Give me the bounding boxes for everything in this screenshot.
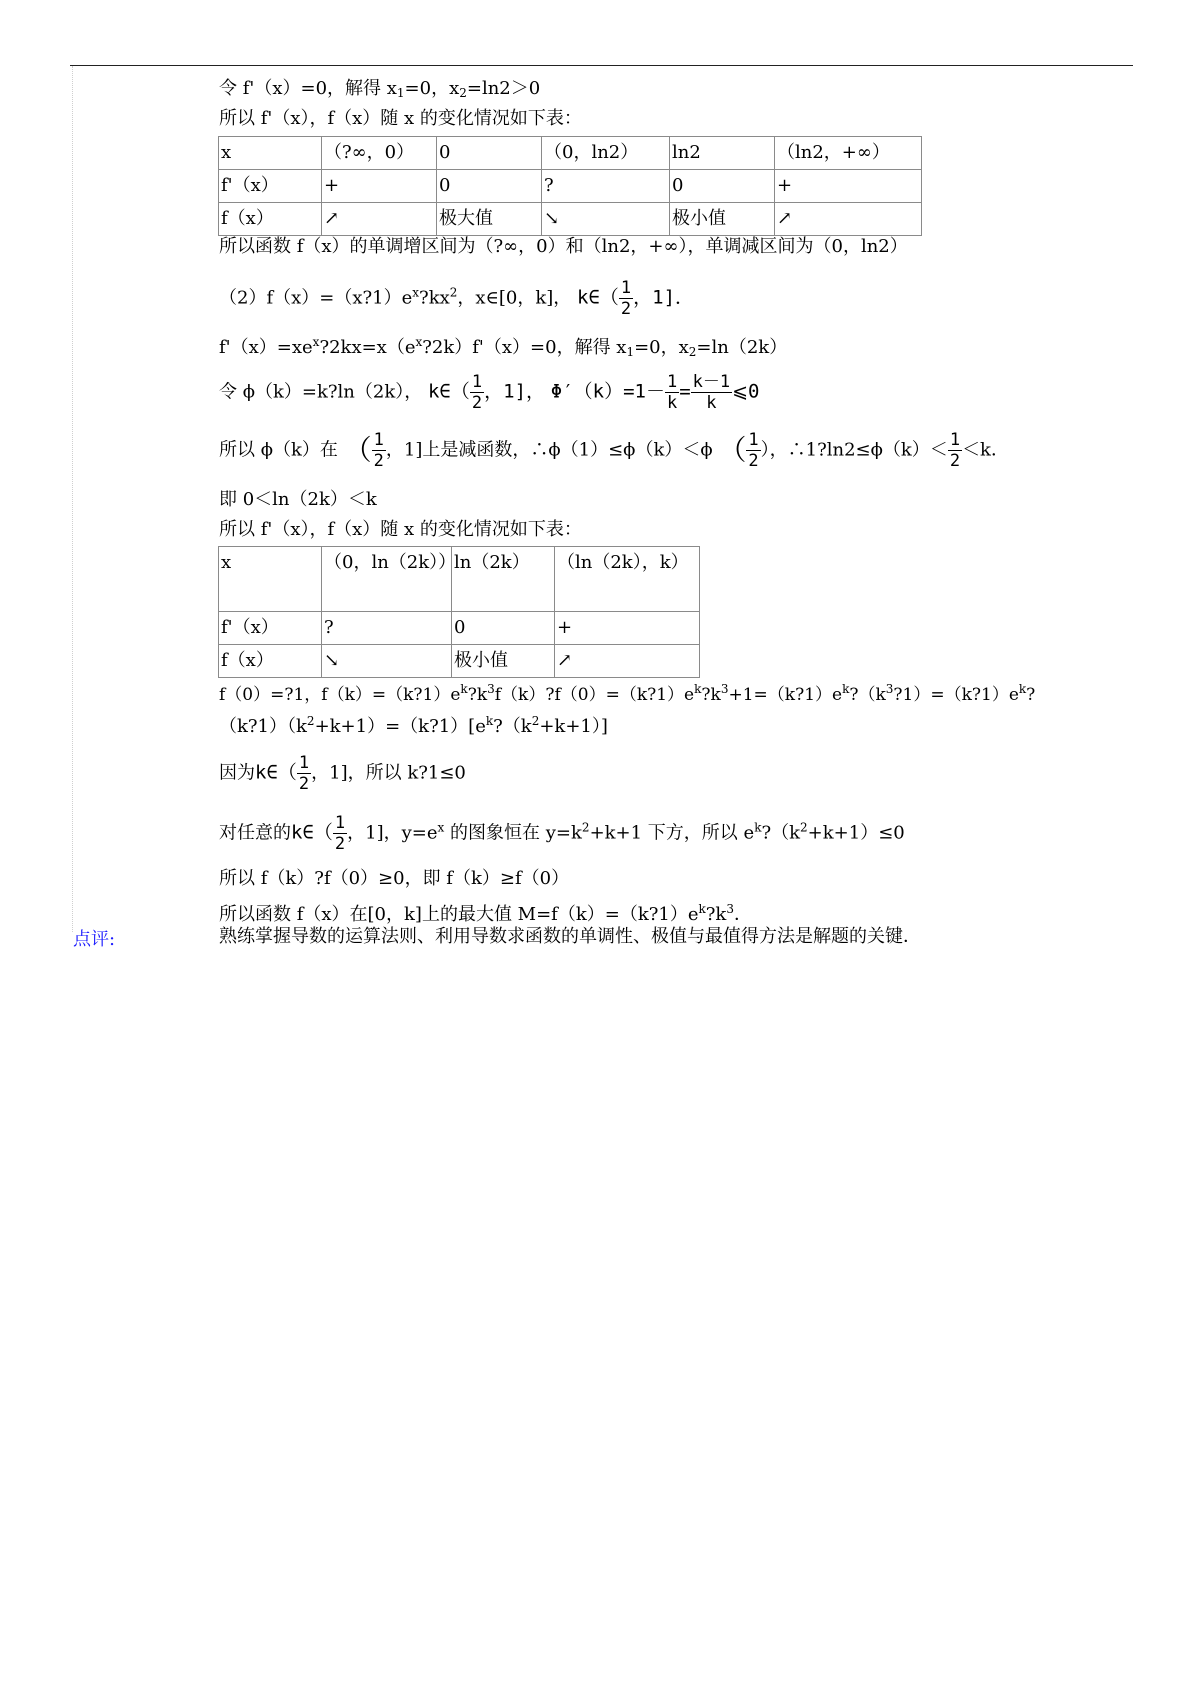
table-row (219, 137, 922, 170)
fraction-one-half: $\frac{1}{2}$ (334, 813, 346, 854)
table-cell: ↗ (322, 203, 437, 236)
table-cell: f'（x） (219, 170, 322, 203)
table-cell: 极小值 (452, 645, 555, 678)
table-row (219, 645, 700, 678)
table-cell: f（x） (219, 645, 322, 678)
table-cell: x (219, 137, 322, 170)
table-cell: 极小值 (670, 203, 775, 236)
table-cell: 0 (452, 612, 555, 645)
fraction-k-minus-1-over-k: $\frac{k-1}{k}$ (692, 372, 731, 413)
table-cell: ↘ (322, 645, 452, 678)
fraction-one-half: $\frac{1}{2}$ (298, 753, 310, 794)
table-cell: 0 (437, 170, 542, 203)
table-cell: （ln（2k），k） (555, 547, 700, 612)
text-line-9: 所以 f'（x），f（x）随 x 的变化情况如下表： (219, 519, 582, 540)
text-line-14: 所以 f（k）?f（0）≥0，即 f（k）≥f（0） (219, 868, 570, 889)
text-line-7: 所以 ϕ（k）在 （ $\frac{1}{2}$ ，1]上是减函数，∴ϕ（1）≤ϕ（k）＜ϕ （ $\frac{1}{2}$ ），∴1?ln2≤ϕ（k）＜ $\frac{1}{2}$ ＜k． (219, 430, 1009, 471)
text-line-15: 所以函数 f（x）在[0，k]上的最大值 $M=f(k)=(k?1)e^k?k^3$． (219, 902, 752, 925)
left-margin-guide (72, 66, 73, 932)
header-rule (70, 65, 1133, 66)
text-line-1: 令 f'（x）=0，解得 $x_1=0$，$x_2=\ln 2>0$ (219, 78, 541, 100)
table-cell: （ln2，+∞） (775, 137, 922, 170)
fraction-one-half: $\frac{1}{2}$ (620, 278, 632, 319)
table-cell: + (775, 170, 922, 203)
text-line-13: 对任意的k∈（ $\frac{1}{2}$ ，1]，$y=e^x$ 的图象恒在 $y=k^2+k+1$ 下方，所以 $e^k?(k^2+k+1)\le 0$ (219, 813, 905, 854)
fraction-one-over-k: $\frac{1}{k}$ (666, 372, 678, 413)
table-cell: （0，ln（2k）） (322, 547, 452, 612)
table-cell: 0 (437, 137, 542, 170)
table-cell: 极大值 (437, 203, 542, 236)
table-cell: ln（2k） (452, 547, 555, 612)
fraction-one-half: $\frac{1}{2}$ (748, 430, 759, 471)
table-cell: ↗ (775, 203, 922, 236)
fraction-one-half: $\frac{1}{2}$ (373, 430, 384, 471)
table-row (219, 612, 700, 645)
table-cell: f'（x） (219, 612, 322, 645)
text-line-12: 因为k∈（ $\frac{1}{2}$ ，1]，所以 k?1≤0 (219, 753, 466, 794)
fraction-one-half: $\frac{1}{2}$ (949, 430, 961, 471)
table-cell: （0，ln2） (542, 137, 670, 170)
table-cell: ln2 (670, 137, 775, 170)
comment-label: 点评: (73, 929, 116, 950)
table-cell: ? (322, 612, 452, 645)
table-cell: x (219, 547, 322, 612)
fraction-one-half: $\frac{1}{2}$ (471, 372, 483, 413)
variation-table-2 (218, 546, 700, 678)
variation-table-1 (218, 136, 922, 236)
table-cell: f（x） (219, 203, 322, 236)
table-cell: ? (542, 170, 670, 203)
text-line-3: 所以函数 f（x）的单调增区间为（?∞，0）和（ln2，+∞），单调减区间为（0，ln2） (219, 236, 908, 257)
table-row (219, 170, 922, 203)
table-row (219, 203, 922, 236)
text-line-2: 所以 f'（x），f（x）随 x 的变化情况如下表： (219, 108, 582, 129)
table-cell: ↘ (542, 203, 670, 236)
table-cell: + (322, 170, 437, 203)
text-line-11: $(k?1)(k^2+k+1)=(k?1)[e^k?(k^2+k+1)]$ (219, 714, 608, 737)
table-cell: ↗ (555, 645, 700, 678)
table-cell: 0 (670, 170, 775, 203)
table-row (219, 547, 700, 612)
text-line-5: $f'(x)=xe^x?2kx=x(e^x?2k)f'(x)=0$，解得 $x_1=0$，$x_2=\ln(2k)$ (219, 335, 788, 359)
comment-text: 熟练掌握导数的运算法则、利用导数求函数的单调性、极值与最值得方法是解题的关键． (219, 926, 921, 947)
text-line-10: f（0）=?1，$f(k)=(k?1)e^k?k^3f(k)?f(0)=(k?1)e^k?k^3+1=(k?1)e^k?(k^3?1)=(k?1)e^k$? (219, 682, 1036, 705)
table-cell: （?∞，0） (322, 137, 437, 170)
text-line-4: $(2)f(x)=(x?1)e^x?kx^2$，x∈[0，k]， k∈（ $\frac{1}{2}$ ，1]． (219, 278, 695, 319)
table-cell: + (555, 612, 700, 645)
text-line-8: 即 0＜ln（2k）＜k (219, 489, 377, 510)
text-line-6: 令 ϕ（k）=k?ln（2k）， k∈（ $\frac{1}{2}$ ，1]， Φ′（k）=1－ $\frac{1}{k}$ = $\frac{k-1}{k}$ ⩽0 (219, 372, 760, 413)
